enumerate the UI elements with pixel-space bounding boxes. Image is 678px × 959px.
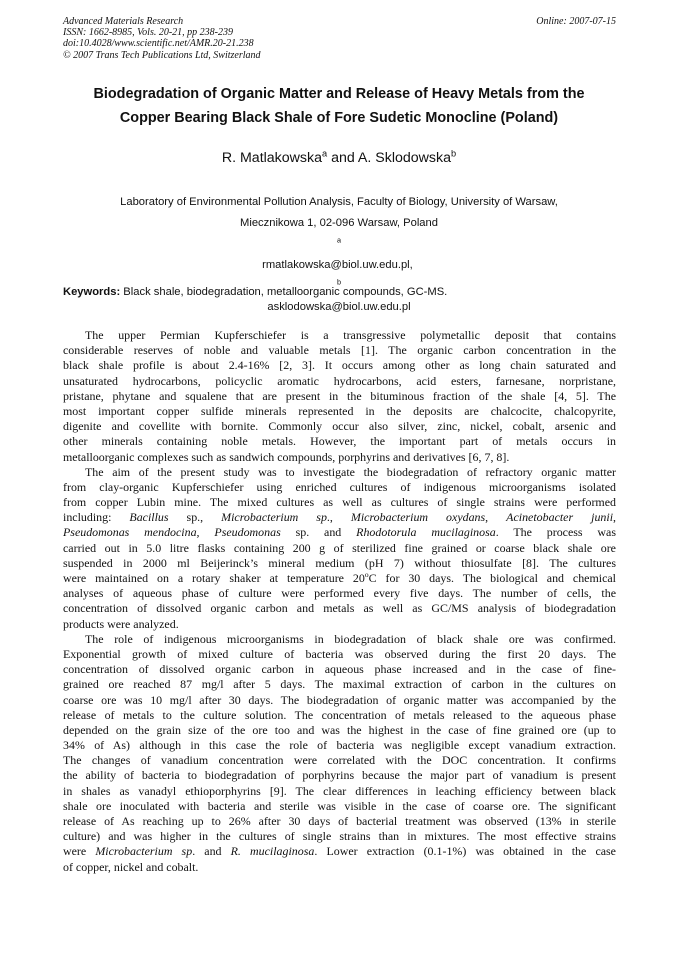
p3-line: 34% of As) although in this case the role of bacteria was negligible except vanadium extraction. [63,738,616,753]
keywords [63,285,616,299]
p1-line: The upper Permian Kupferschiefer is a transgressive polymetallic deposit that contains [85,328,616,342]
author-joiner: and [327,150,358,166]
p3-line: The changes of vanadium concentration were correlated with the DOC concentration. It confirms [63,753,616,768]
p2-line: analyses of aqueous phase of culture were performed every five days. The number of cells, the [63,586,616,601]
email-line [40,234,638,318]
email-2-mark: b [336,277,342,287]
species-name: Microbacterium oxydans [350,510,486,525]
p3-line: the ability of bacteria to biodegradation of porphyrins because the major part of vanadium is present [63,768,616,783]
p1-line: other minerals containing noble metals. However, the important part of metals occurs in [63,434,616,449]
text-run: including: [63,510,130,525]
p1-line: most important copper sulfide minerals represented in the deposits are chalcocite, chalcopyrite, [63,403,616,418]
text-run: sp. and [280,525,357,540]
p1-line: considerable reserves of noble and valuable metals [1]. The organic carbon concentration in the [63,343,616,358]
text-run: , [613,510,617,525]
text-run: ., [326,510,351,525]
text-run: sp., [168,510,222,525]
text-run: C for 30 days. The biological and chemical [368,571,616,585]
p3-line: depended on the grain size of the ore too and was the highest in the case of fine grained ore (up to [63,722,616,737]
p3-line: culture) and was higher in the cultures of single strains than in mixtures. The most effective strains [63,829,616,844]
p2-line: from copper Lubin mine. The mixed cultures as well as cultures of single strains were performed [63,495,616,510]
copyright-line: © 2007 Trans Tech Publications Ltd, Switzerland [63,49,261,61]
p3-line [63,844,616,859]
journal-header [63,16,616,61]
p1-line: pristane, phytane and squalene that are present in the bituminous fraction of the shale [4, 5]. The [63,388,616,403]
species-name: Microbacterium sp [95,844,193,859]
p3-line: grained ore reached 87 mg/l after 5 days. The maximal extraction of carbon in the cultures on [63,677,616,692]
journal-name: Advanced Materials Research [63,16,184,27]
p2-line: concentration of dissolved organic carbon and metals as well as GC/MS analysis of biodegradation [63,601,616,616]
p2-line [63,510,616,525]
species-name: Rhodotorula mucilaginosa [356,525,496,540]
p3-line: in shales as vanadyl ethioporphyrins [9]. The clear differences in leaching efficiency between black [63,783,616,798]
affiliation-line-1: Laboratory of Environmental Pollution Analysis, Faculty of Biology, University of Warsaw, [120,196,558,208]
author-2-affil-mark: b [450,148,457,159]
p1-line: black shale profile is about 2.4-16% [2, 3]. It occurs among other as long chain saturated and [63,358,616,373]
issn-line: ISSN: 1662-8985, Vols. 20-21, pp 238-239 [63,27,233,39]
p1-line: unsaturated hydrocarbons, policyclic aromatic hydrocarbons, acid esters, farnesane, norpristane, [63,373,616,388]
text-run: . Lower extraction (0.1-1%) was obtained in the case [314,844,616,859]
p2-line [63,571,616,586]
p3-line: shale ore inoculated with bacteria and sterile was visible in the case of coarse ore. The significant [63,798,616,813]
p3-line: coarse ore was 10 mg/l after 30 days. The biodegradation of organic matter was accompanied by the [63,692,616,707]
p2-line: from clay-organic Kupferschiefer using enriched cultures of indigenous microorganisms isolated [63,479,616,494]
email-2: asklodowska@biol.uw.edu.pl [267,301,411,313]
species-name: Bacillus [129,510,169,525]
p3-line: release of As reaching up to 26% after 30 days of bacterial treatment was observed (13% in sterile [63,814,616,828]
text-run: , [485,510,507,525]
title-line-1: Biodegradation of Organic Matter and Release of Heavy Metals from the [93,86,585,102]
text-run: were [63,844,96,859]
p2-line [63,525,616,540]
p1-line: digenite and covellite with bornite. Commonly occur also silver, zinc, nickel, cobalt, arsenic and [63,419,616,434]
p2-line: suspended in 2000 ml Beijerinck’s mineral medium (pH 7) without thiosulfate [8]. The cultures [63,555,616,570]
p3-line: release of metals to the culture solution. The concentration of metals released to the aqueous phase [63,707,616,722]
species-name: Acinetobacter junii [506,510,614,525]
p3-line: of copper, nickel and cobalt. [63,859,199,874]
degree-mark: o [364,570,369,580]
title-line-2: Copper Bearing Black Shale of Fore Sudetic Monocline (Poland) [119,110,559,126]
text-run: . and [192,844,231,859]
p1-line: metalloorganic complexes such as sandwich compounds, porphyrins and derivatives [6, 7, 8]. [63,449,510,464]
affiliation-line-2: Miecznikowa 1, 02-096 Warsaw, Poland [240,217,438,229]
p2-line: products were analyzed. [63,616,179,631]
text-run: were maintained on a rotary shaker at temperature 20 [63,571,365,585]
species-name: R. mucilaginosa [230,844,315,859]
text-run: . The process was [495,525,616,540]
species-name: Pseudomonas mendocina, Pseudomonas [63,525,281,540]
keywords-label: Keywords: [63,286,121,298]
p3-line: concentration of dissolved organic carbon in aqueous phase increased and in the case of fine- [63,662,616,677]
p3-line: Exponential growth of mixed culture of bacteria was observed during the first 20 days. The [63,646,616,661]
body-text [63,328,616,875]
author-list [40,148,638,168]
email-1: rmatlakowska@biol.uw.edu.pl, [262,259,416,271]
species-name: Microbacterium sp [221,510,327,525]
p3-line: The role of indigenous microorganisms in biodegradation of black shale ore was confirmed. [85,631,616,646]
email-1-mark: a [336,235,342,245]
author-1-affil-mark: a [322,148,328,159]
doi-line: doi:10.4028/www.scientific.net/AMR.20-21.238 [63,38,254,50]
paper-title [40,82,638,130]
p2-line: The aim of the present study was to investigate the biodegradation of refractory organic matter [85,464,616,479]
author-2: A. Sklodowska [357,150,451,166]
online-date: Online: 2007-07-15 [536,16,616,27]
author-1: R. Matlakowska [221,150,322,166]
affiliation [40,192,638,318]
keywords-text: Black shale, biodegradation, metalloorganic compounds, GC-MS. [120,286,448,298]
p2-line: carried out in 5.0 litre flasks containing 200 g of sterilized fine grained or coarse black shale ore [63,540,616,555]
